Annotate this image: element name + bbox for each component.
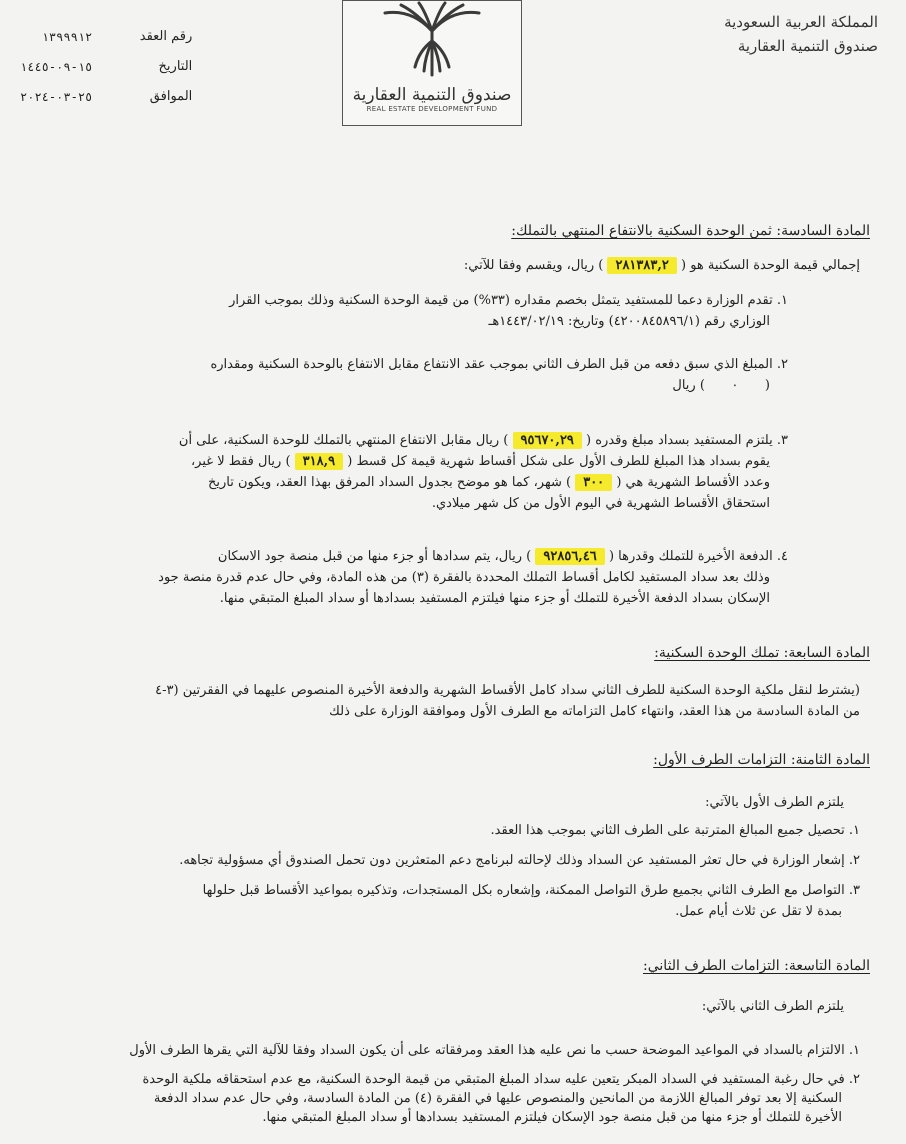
prepaid-amount: ٠: [731, 378, 739, 393]
article-8-item-1: ١. تحصيل جميع المبالغ المترتبة على الطرف الثاني بموجب هذا العقد.: [490, 823, 860, 838]
item-number: ١.: [848, 823, 860, 838]
article-8-item-2: ٢. إشعار الوزارة في حال تعثر المستفيد عن السداد وذلك لإحالته لبرنامج دعم المتعثرين دون تحمل الصندوق أي مسؤولية تجاهه.: [179, 853, 860, 868]
final-payment-amount: ٩٢٨٥٦,٤٦: [535, 548, 604, 565]
article-6-item-1: ١. تقدم الوزارة دعما للمستفيد يتمثل بخصم مقداره (٣٣%) من قيمة الوحدة السكنية وذلك بموجب القرار الوزاري رقم (٤٢٠٠٨٤٥٨٩٦/١) وتاريخ: ١٤٤٣/٠٢/١٩هـ: [229, 293, 788, 329]
item-number: ٢.: [848, 853, 860, 868]
article-6-total: إجمالي قيمة الوحدة السكنية هو ( ٢٨١٣٨٣,٢ ) ريال، ويقسم وفقا للآتي:: [463, 258, 860, 273]
issuer-block: [724, 10, 878, 58]
item-number: ٤.: [776, 549, 788, 564]
article-9-item-1: ١. الالتزام بالسداد في المواعيد الموضحة حسب ما نص عليه هذا العقد ومرفقاته على أن يكون السداد وفقا للآلية التي يقرها الطرف الأول: [129, 1043, 860, 1058]
article-8-title: المادة الثامنة: التزامات الطرف الأول:: [653, 752, 870, 768]
issuer-fund: صندوق التنمية العقارية: [737, 37, 878, 55]
ownership-amount: ٩٥٦٧٠,٢٩: [513, 432, 582, 449]
article-6-item-4: ٤. الدفعة الأخيرة للتملك وقدرها ( ٩٢٨٥٦,٤٦ ) ريال، يتم سدادها أو جزء منها من قبل منصة جود الاسكان وذلك بعد سداد المستفيد لكامل أقساط التملك المحددة بالفقرة (٣) من هذه المادة، وفي حال عدم قدرة منصة جود الإسكان بسداد الدفعة الأخيرة للتملك أو جزء منها فيلتزم المستفيد بسدادها أو سداد المبلغ المتبقي منها.: [158, 549, 788, 606]
article-6-item-2: ٢. المبلغ الذي سبق دفعه من قبل الطرف الثاني بموجب عقد الانتفاع مقابل الانتفاع بالوحدة السكنية ومقداره (٠) ريال: [210, 354, 788, 396]
contract-number: ١٣٩٩٩١٢: [41, 30, 93, 44]
date-row: [20, 52, 192, 82]
contract-meta: [20, 22, 192, 112]
date-gregorian: ٢٥-٠٣-٢٠٢٤: [20, 90, 93, 104]
contract-number-label: رقم العقد: [139, 29, 193, 44]
total-value: ٢٨١٣٨٣,٢: [607, 257, 676, 274]
issuer-country: المملكة العربية السعودية: [724, 13, 878, 31]
item-number: ٢.: [848, 1072, 860, 1087]
article-8-intro: يلتزم الطرف الأول بالآتي:: [705, 795, 844, 810]
installment-amount: ٣١٨,٩: [295, 453, 343, 470]
article-9-title: المادة التاسعة: التزامات الطرف الثاني:: [643, 958, 870, 974]
article-6-title: المادة السادسة: ثمن الوحدة السكنية بالانتفاع المنتهي بالتملك:: [511, 223, 870, 239]
logo-english-text: REAL ESTATE DEVELOPMENT FUND: [366, 105, 498, 113]
article-7-body: (يشترط لنقل ملكية الوحدة السكنية للطرف الثاني سداد كامل الأقساط الشهرية والدفعة الأخيرة المنصوص عليهما في الفقرتين (٣-٤ من المادة السادسة من هذا العقد، وانتهاء كامل التزاماته مع الطرف الأول وموافقة الوزارة على ذلك: [155, 683, 860, 719]
item-number: ٣.: [848, 883, 860, 898]
contract-number-row: [20, 22, 192, 52]
fund-logo: [342, 0, 522, 126]
item-number: ٣.: [776, 433, 788, 448]
article-8-item-3: ٣. التواصل مع الطرف الثاني بجميع طرق التواصل الممكنة، وإشعاره بكل المستجدات، وتذكيره بمواعيد الأقساط قبل حلولها بمدة لا تقل عن ثلاث أيام عمل.: [202, 883, 860, 919]
palm-tree-icon: [377, 1, 487, 79]
equiv-date-label: الموافق: [149, 89, 193, 104]
item-number: ٢.: [776, 357, 788, 372]
article-9-item-2: ٢. في حال رغبة المستفيد في السداد المبكر يتعين عليه سداد المبلغ المتبقي من قيمة الوحدة السكنية، مع عدم استحقاقه ملكية الوحدة السكنية إلا بعد توفر المبالغ اللازمة من المانحين والمنصوص عليها في الفقرة (٤) من المادة السادسة، وفي حال عدم سداد الدفعة الأخيرة للتملك أو جزء منها من قبل منصة جود الإسكان فيلتزم المستفيد بسدادها أو سداد المبلغ المتبقي منها.: [142, 1072, 860, 1125]
date-label: التاريخ: [158, 59, 193, 74]
equiv-date-row: [20, 82, 192, 112]
article-7-title: المادة السابعة: تملك الوحدة السكنية:: [654, 645, 870, 661]
date-hijri: ١٥-٠٩-١٤٤٥: [20, 60, 93, 74]
article-6-item-3: ٣. يلتزم المستفيد بسداد مبلغ وقدره ( ٩٥٦٧٠,٢٩ ) ريال مقابل الانتفاع المنتهي بالتملك للوحدة السكنية، على أن يقوم بسداد هذا المبلغ للطرف الأول على شكل أقساط شهرية قيمة كل قسط ( ٣١٨,٩ ) ريال فقط لا غير، وعدد الأقساط الشهرية هي ( ٣٠٠ ) شهر، كما هو موضح بجدول السداد المرفق بهذا العقد، ويكون تاريخ استحقاق الأقساط الشهرية في اليوم الأول من كل شهر ميلادي.: [178, 433, 788, 511]
item-number: ١.: [848, 1043, 860, 1058]
installment-count: ٣٠٠: [575, 474, 612, 491]
article-9-intro: يلتزم الطرف الثاني بالآتي:: [701, 999, 844, 1014]
logo-arabic-text: صندوق التنمية العقارية: [352, 85, 512, 105]
item-number: ١.: [776, 293, 788, 308]
